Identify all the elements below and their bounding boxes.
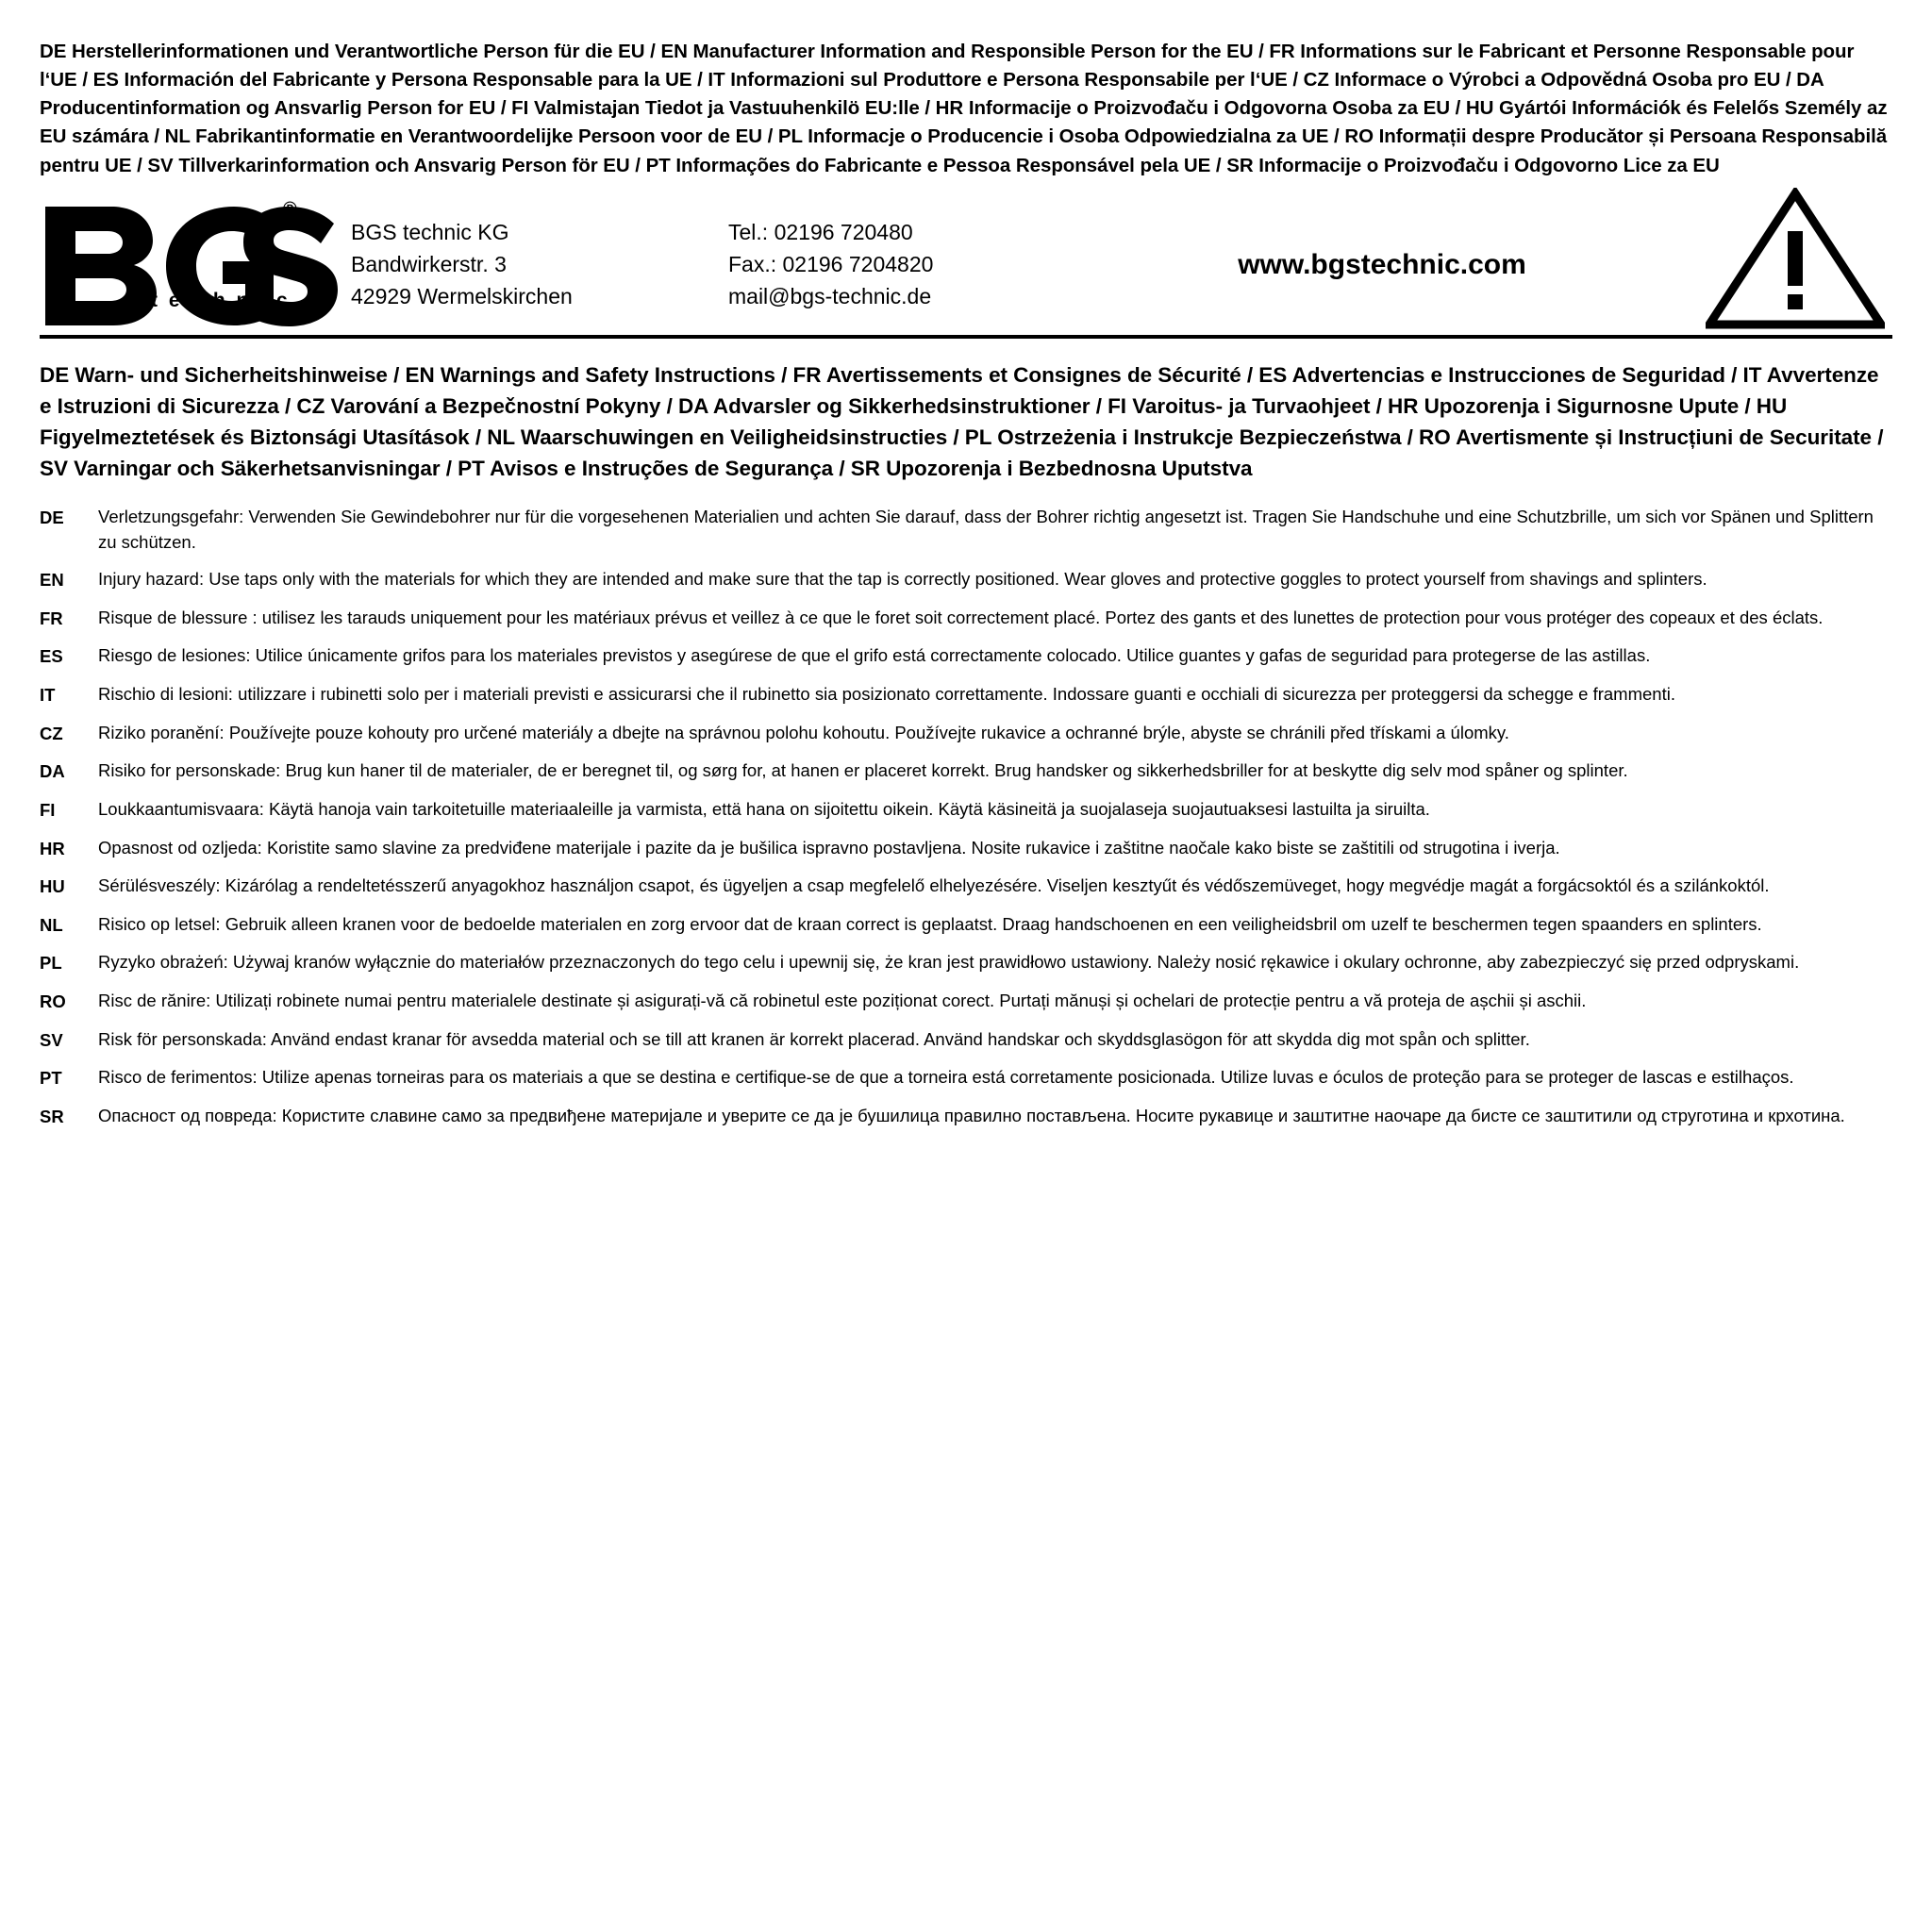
language-code: EN [40,570,64,591]
company-phone: Tel.: 02196 720480 [728,219,913,244]
warning-triangle-icon [1687,188,1892,334]
warning-row-en [40,567,1892,593]
warning-row-sv [40,1027,1892,1054]
warning-text: Rischio di lesioni: utilizzare i rubinetti solo per i materiali previsti e assicurarsi che il rubinetto sia posizionato correttamente. Indossare guanti e occhiali di sicurezza per proteggersi da schegge e frammenti. [98,684,1675,704]
bgs-logo [40,195,351,327]
warning-row-nl [40,912,1892,939]
manufacturer-information-header: DE Herstellerinformationen und Verantwortliche Person für die EU / EN Manufacturer Information and Responsible Person for the EU / FR Informations sur le Fabricant et Personne Responsable pour l‘UE / ES Información del Fabricante y Persona Responsable para la UE / IT Informazioni sul Produttore e Persona Responsabile per l‘UE / CZ Informace o Výrobci a Odpovědná Osoba pro EU / DA Producentinformation og Ansvarlig Person for EU / FI Valmistajan Tiedot ja Vastuuhenkilö EU:lle / HR Informacije o Proizvođaču i Odgovorna Osoba za EU / HU Gyártói Információk és Felelős Személy az EU számára / NL Fabrikantinformatie en Verantwoordelijke Persoon voor de EU / PL Informacje o Producencie i Osoba Odpowiedzialna za UE / RO Informații despre Producător și Persoana Responsabilă pentru UE / SV Tillverkarinformation och Ansvarig Person för EU / PT Informações do Fabricante e Pessoa Responsável pela UE / SR Informacije o Proizvođaču i Odgovorno Lice za EU [40,41,1888,176]
warning-row-fr [40,606,1892,632]
warning-text: Injury hazard: Use taps only with the materials for which they are intended and make sure that the tap is correctly positioned. Wear gloves and protective goggles to protect yourself from shavings and splinters. [98,569,1707,590]
warning-row-cz [40,721,1892,747]
warning-text: Loukkaantumisvaara: Käytä hanoja vain tarkoitetuille materiaaleille ja varmista, että hana on sijoitettu oikein. Käytä käsineitä ja suojalaseja suojautuaksesi lastuilta ja siruilta. [98,798,1430,819]
company-address [351,210,728,312]
warning-row-es [40,643,1892,670]
warning-text: Verletzungsgefahr: Verwenden Sie Gewindebohrer nur für die vorgesehenen Materialien und achten Sie darauf, dass der Bohrer richtig angesetzt ist. Tragen Sie Handschuhe und eine Schutzbrille, um sich vor Spänen und Splittern zu schützen. [98,506,1874,552]
language-code: RO [40,991,66,1011]
warning-text: Riziko poranění: Používejte pouze kohouty pro určené materiály a dbejte na správnou polohu kohoutu. Používejte rukavice a ochranné brýle, abyste se chránili před třískami a úlomky. [98,722,1509,742]
warning-text: Risiko for personskade: Brug kun haner til de materialer, de er beregnet til, og sørg for, at hanen er placeret korrekt. Brug handsker og sikkerhedsbriller for at beskytte dig selv mod spåner og splinter. [98,760,1628,781]
warning-text: Risco de ferimentos: Utilize apenas torneiras para os materiais a que se destina e certifique-se de que a torneira está corretamente posicionada. Utilize luvas e óculos de proteção para se proteger de lascas e estilhaços. [98,1067,1794,1088]
language-code: PL [40,953,62,974]
language-code: ES [40,646,63,667]
company-name: BGS technic KG [351,219,509,244]
language-code: PT [40,1068,62,1089]
language-code: SV [40,1029,63,1050]
language-code: IT [40,685,56,705]
bgs-logo-subtitle: t e c h n i c [151,289,291,311]
company-street: Bandwirkerstr. 3 [351,251,507,276]
company-information-band [40,197,1892,339]
warning-row-ro [40,989,1892,1015]
warning-row-hu [40,874,1892,900]
warning-row-pl [40,950,1892,976]
language-code: FR [40,608,63,628]
warning-text: Riesgo de lesiones: Utilice únicamente grifos para los materiales previstos y asegúrese de que el grifo está correctamente colocado. Utilice guantes y gafas de seguridad para protegerse de las astillas. [98,645,1651,666]
language-code: FI [40,799,56,820]
warning-row-sr [40,1104,1892,1130]
company-city: 42929 Wermelskirchen [351,283,573,308]
warning-row-it [40,682,1892,708]
warning-row-hr [40,836,1892,862]
language-code: DE [40,507,64,527]
warning-text: Risc de rănire: Utilizați robinete numai pentru materialele destinate și asigurați-vă că robinetul este poziționat corect. Purtați mănuși și ochelari de protecție pentru a vă proteja de așchii și aschii. [98,991,1587,1010]
warnings-and-safety-title: DE Warn- und Sicherheitshinweise / EN Warnings and Safety Instructions / FR Avertissements et Consignes de Sécurité / ES Advertencias e Instrucciones de Seguridad / IT Avvertenze e Istruzioni di Sicurezza / CZ Varování a Bezpečnostní Pokyny / DA Advarsler og Sikkerhedsinstruktioner / FI Varoitus- ja Turvaohjeet / HR Upozorenja i Sigurnosne Upute / HU Figyelmeztetések és Biztonsági Utasítások / NL Waarschuwingen en Veiligheidsinstructies / PL Ostrzeżenia i Instrukcje Bezpieczeństwa / RO Avertismente și Instrucțiuni de Securitate / SV Varningar och Säkerhetsanvisningar / PT Avisos e Instruções de Segurança / SR Upozorenja i Bezbednosna Uputstva [40,362,1884,480]
company-website: www.bgstechnic.com [1238,248,1526,280]
company-email: mail@bgs-technic.de [728,283,932,308]
warning-row-fi [40,797,1892,824]
warning-language-list [40,505,1892,1130]
language-code: DA [40,761,65,782]
warning-text: Опасност од повреда: Користите славине само за предвиђене материјале и уверите се да је бушилица правилно постављена. Носите рукавице и заштитне наочаре да бисте се заштитили од струготина и крхотина. [98,1105,1845,1125]
language-code: NL [40,914,63,935]
warning-text: Sérülésveszély: Kizárólag a rendeltetésszerű anyagokhoz használjon csapot, és ügyeljen a csap megfelelő elhelyezésére. Viseljen kesztyűt és védőszemüveget, hogy megvédje magát a forgácsoktól és a szilánkoktól. [98,875,1770,896]
warning-row-de [40,505,1892,555]
warning-text: Risico op letsel: Gebruik alleen kranen voor de bedoelde materialen en zorg ervoor dat de kraan correct is geplaatst. Draag handschoenen en een veiligheidsbril om uzelf te beschermen tegen spaanders en splinters. [98,913,1762,934]
warning-text: Opasnost od ozljeda: Koristite samo slavine za predviđene materijale i pazite da je bušilica ispravno postavljena. Nosite rukavice i zaštitne naočale kako biste se zaštitili od strugotina i iverja. [98,837,1560,858]
language-code: HU [40,876,65,897]
warning-text: Risque de blessure : utilisez les tarauds uniquement pour les matériaux prévus et veillez à ce que le foret soit correctement placé. Portez des gants et des lunettes de protection pour vous protéger des copeaux et des éclats. [98,607,1824,627]
warning-row-da [40,758,1892,785]
company-fax: Fax.: 02196 7204820 [728,251,934,276]
registered-trademark-symbol: ® [283,198,297,220]
language-code: CZ [40,723,63,743]
warning-text: Risk för personskada: Använd endast kranar för avsedda material och se till att kranen är korrekt placerad. Använd handskar och skyddsglasögon för att skydda dig mot spån och splitter. [98,1028,1530,1049]
company-contact [728,210,1077,312]
warning-triangle-graphic [1706,188,1885,329]
warning-row-pt [40,1065,1892,1091]
warning-text: Ryzyko obrażeń: Używaj kranów wyłącznie do materiałów przeznaczonych do tego celu i upewnij się, że kran jest prawidłowo ustawiony. Należy nosić rękawice i okulary ochronne, aby zabezpieczyć się przed odpryskami. [98,952,1800,973]
language-code: SR [40,1106,64,1126]
language-code: HR [40,838,65,858]
